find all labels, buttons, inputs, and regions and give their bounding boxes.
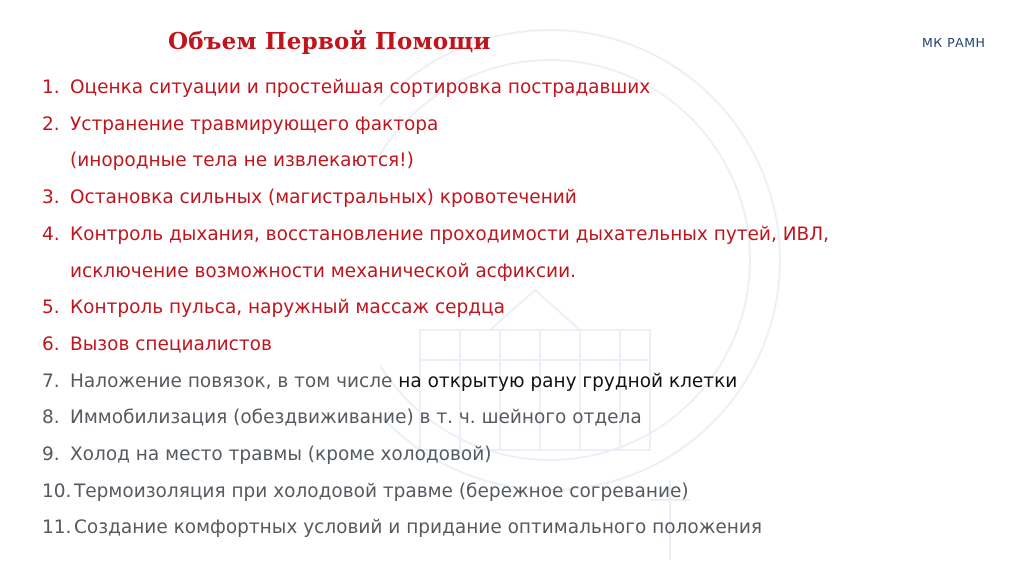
item-text: Вызов специалистов — [70, 333, 272, 355]
list-item — [42, 327, 1002, 364]
item-text: Холод на место травмы (кроме холодовой) — [70, 444, 492, 466]
list-item-continuation — [42, 143, 1002, 180]
org-label: МК РАМН — [922, 35, 986, 50]
first-aid-list — [42, 70, 1002, 547]
item-text-highlight: на открытую рану грудной клетки — [398, 370, 738, 392]
list-item — [42, 290, 1002, 327]
item-text: Оценка ситуации и простейшая сортировка пострадавших — [70, 77, 651, 98]
page-title: Объем Первой Помощи — [168, 28, 491, 55]
item-text — [70, 364, 737, 401]
list-item — [42, 437, 1002, 474]
item-number: 6. — [42, 333, 60, 355]
list-item-continuation — [42, 254, 1002, 291]
item-number: 7. — [42, 370, 60, 392]
item-text: (инородные тела не извлекаются!) — [70, 150, 414, 172]
list-item — [42, 107, 1002, 144]
list-item — [42, 510, 1002, 547]
item-number: 3. — [42, 187, 60, 209]
list-item — [42, 70, 1002, 107]
item-number: 8. — [42, 407, 60, 429]
item-text: Создание комфортных условий и придание оптимального положения — [74, 517, 763, 539]
item-number: 11. — [42, 517, 72, 539]
item-number: 5. — [42, 297, 60, 319]
item-text: Иммобилизация (обездвиживание) в т. ч. шейного отдела — [70, 407, 642, 429]
item-text: Контроль пульса, наружный массаж сердца — [70, 297, 505, 319]
list-item — [42, 364, 1002, 401]
list-item — [42, 217, 1002, 254]
item-number: 4. — [42, 223, 60, 245]
list-item — [42, 180, 1002, 217]
list-item — [42, 400, 1002, 437]
item-number: 1. — [42, 77, 60, 98]
item-number: 2. — [42, 113, 60, 135]
item-text-main: Наложение повязок, в том числе — [70, 370, 399, 392]
item-number: 10. — [42, 480, 72, 502]
item-text: исключение возможности механической асфиксии. — [70, 260, 576, 282]
item-text: Остановка сильных (магистральных) кровотечений — [70, 187, 577, 209]
item-text: Термоизоляция при холодовой травме (бережное согревание) — [74, 480, 689, 502]
list-item — [42, 474, 1002, 511]
item-text: Контроль дыхания, восстановление проходимости дыхательных путей, ИВЛ, — [70, 223, 830, 245]
item-text: Устранение травмирующего фактора — [70, 113, 439, 135]
item-number: 9. — [42, 444, 60, 466]
